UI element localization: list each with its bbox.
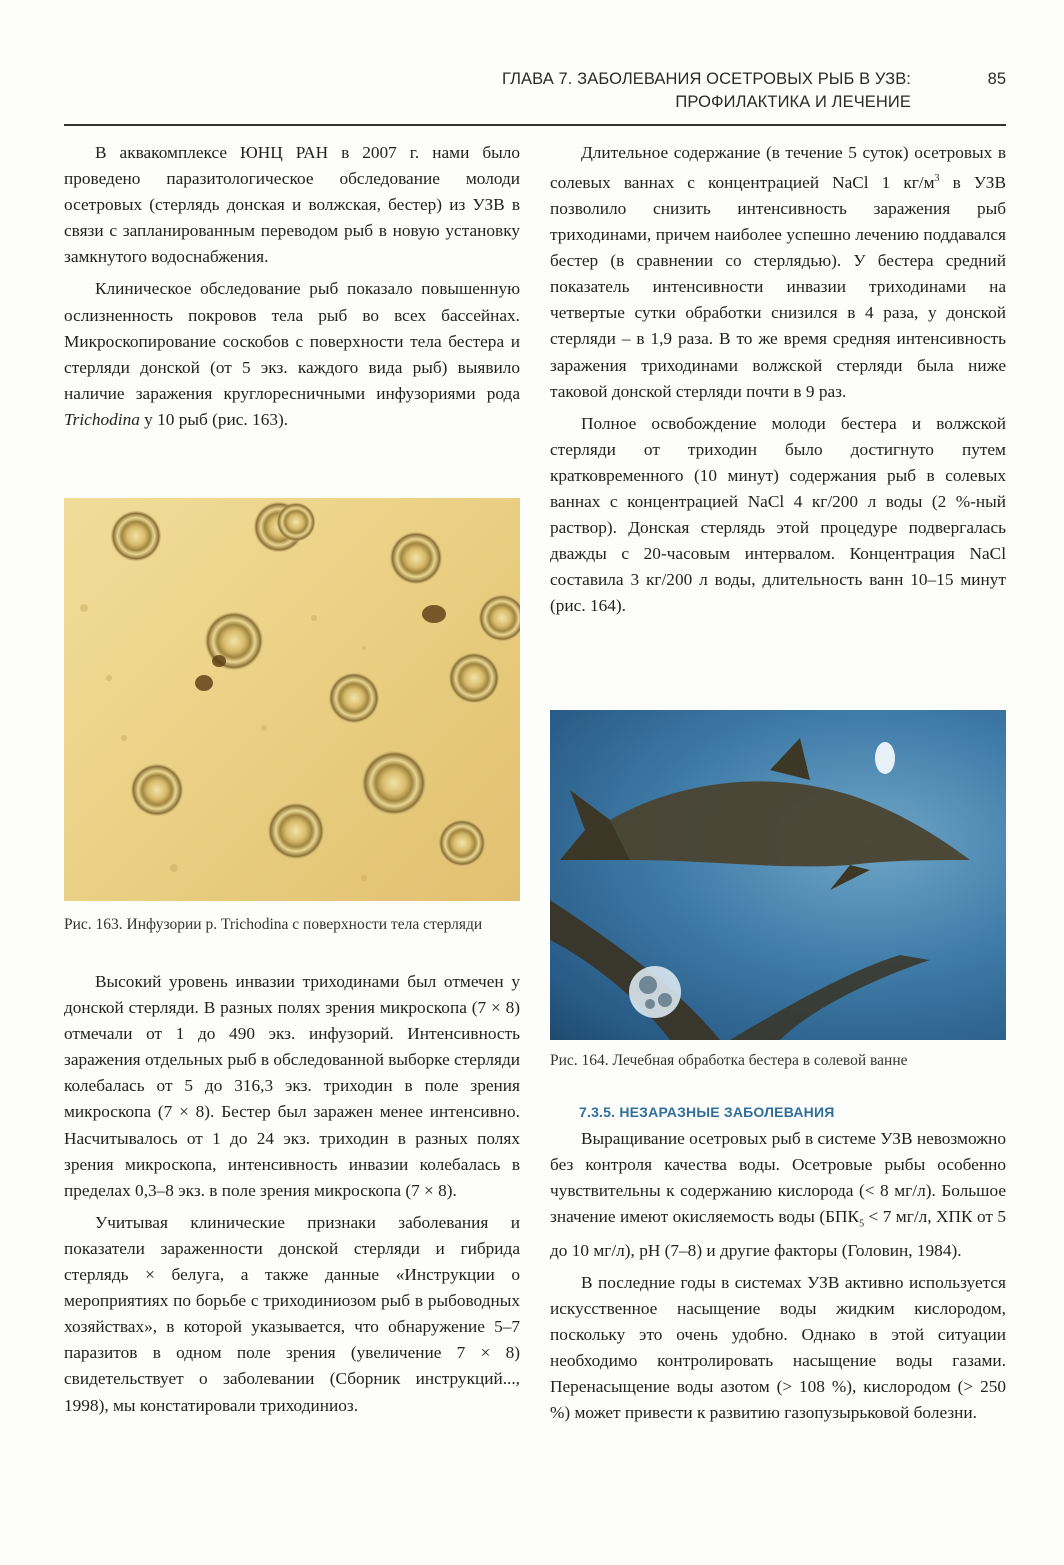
- right-column-top: [550, 140, 1006, 619]
- figure-163-caption: Рис. 163. Инфузории р. Trichodina с поверхности тела стерляди: [64, 916, 483, 933]
- chapter-title: [502, 68, 911, 114]
- left-column-bottom: [64, 969, 520, 1419]
- sturgeon-photo-illustration: [550, 710, 1006, 1040]
- figure-163-micrograph: [64, 498, 520, 901]
- paragraph: Полное освобождение молоди бестера и волжской стерляди от триходин было достигнуто путем кратковременного (10 минут) содержания рыб в солевых ваннах с концентрацией NaCl 4 кг/200 л воды (2 %-ный раствор). Донская стерлядь этой процедуре подвергалась дважды с 20-часовым интервалом. Концентрация NaCl составила 3 кг/200 л воды, длительность ванн 10–15 минут (рис. 164).: [550, 413, 1006, 616]
- paragraph: Учитывая клинические признаки заболевания и показатели зараженности донской стерляди и гибрида стерлядь × белуга, а также данные «Инструкции о мероприятиях по борьбе с триходиниозом рыб в рыбоводных хозяйствах», в которой указывается, что обнаружение 5–7 паразитов в одном поле зрения (увеличение 7 × 8) свидетельствует о заболевании (Сборник инструкций..., 1998), мы констатировали триходиниоз.: [64, 1212, 520, 1415]
- paragraph: Высокий уровень инвазии триходинами был отмечен у донской стерляди. В разных полях зрения микроскопа (7 × 8) отмечали от 1 до 490 экз. инфузорий. Интенсивность заражения отдельных рыб в обследованной выборке стерляди колебалась от 5 до 316,3 экз. триходин в поле зрения микроскопа (7 × 8). Бестер был заражен менее интенсивно. Насчитывалось от 1 до 24 экз. триходин в разных полях зрения микроскопа, интенсивность инвазии колебалась в пределах 0,3–8 экз. в поле зрения микроскопа (7 × 8).: [64, 972, 520, 1200]
- genus-name: Trichodina: [64, 409, 140, 429]
- paragraph: Выращивание осетровых рыб в системе УЗВ невозможно без контроля качества воды. Осетровые рыбы особенно чувствительны к содержанию кислорода (< 8 мг/л). Большое значение имеют окисляемость воды ($БПК_5 < 7$ мг/л, ХПК от 5 до 10 мг/л), pH (7–8) и другие факторы (Головин, 1984).: [550, 1129, 1007, 1260]
- running-header: [64, 68, 1006, 122]
- paragraph: Клиническое обследование рыб показало повышенную ослизненность покровов тела рыб во всех бассейнах. Микроскопирование соскобов с поверхности тела бестера и стерляди донской (от 5 экз. каждого вида рыб) выявило наличие заражения круглоресничными инфузориями рода Trichodina у 10 рыб (рис. 163).: [64, 279, 520, 429]
- section-heading: 7.3.5. НЕЗАРАЗНЫЕ ЗАБОЛЕВАНИЯ: [579, 1104, 835, 1120]
- left-column-top: [64, 140, 520, 433]
- paragraph: Длительное содержание (в течение 5 суток) осетровых в солевых ваннах с концентрацией NaCl 1 $кг/м^3$ в УЗВ позволило снизить интенсивность заражения рыб триходинами, причем наиболее успешно лечению поддавался бестер (в сравнении со стерлядью). У бестера средний показатель интенсивности инвазии триходинами на четвертые сутки обработки снизился в 4 раза, у донской стерляди – в 1,9 раза. В то же время средняя интенсивность заражения триходинами волжской стерляди была ниже таковой донской стерляди почти в 9 раз.: [550, 143, 1006, 401]
- paragraph: В аквакомплексе ЮНЦ РАН в 2007 г. нами было проведено паразитологическое обследование молоди осетровых (стерлядь донская и волжская, бестер) из УЗВ в связи с запланированным переводом рыб в новую установку замкнутого водоснабжения.: [64, 143, 520, 267]
- chapter-title-line1: ГЛАВА 7. ЗАБОЛЕВАНИЯ ОСЕТРОВЫХ РЫБ В УЗВ:: [502, 70, 911, 88]
- figure-164-photo: [550, 710, 1006, 1040]
- chapter-title-line2: ПРОФИЛАКТИКА И ЛЕЧЕНИЕ: [675, 93, 911, 111]
- right-column-bottom: [550, 1126, 1006, 1426]
- trichodina-micrograph-illustration: [64, 498, 520, 901]
- page-number: 85: [987, 70, 1006, 88]
- paragraph: В последние годы в системах УЗВ активно используется искусственное насыщение воды жидким кислородом, поскольку это очень удобно. Однако в этой ситуации необходимо контролировать насыщение воды газами. Перенасыщение воды азотом (> 108 %), кислородом (> 250 %) может привести к развитию газопузырьковой болезни.: [550, 1272, 1006, 1423]
- figure-164-caption: Рис. 164. Лечебная обработка бестера в солевой ванне: [550, 1052, 908, 1069]
- header-divider: [64, 124, 1006, 126]
